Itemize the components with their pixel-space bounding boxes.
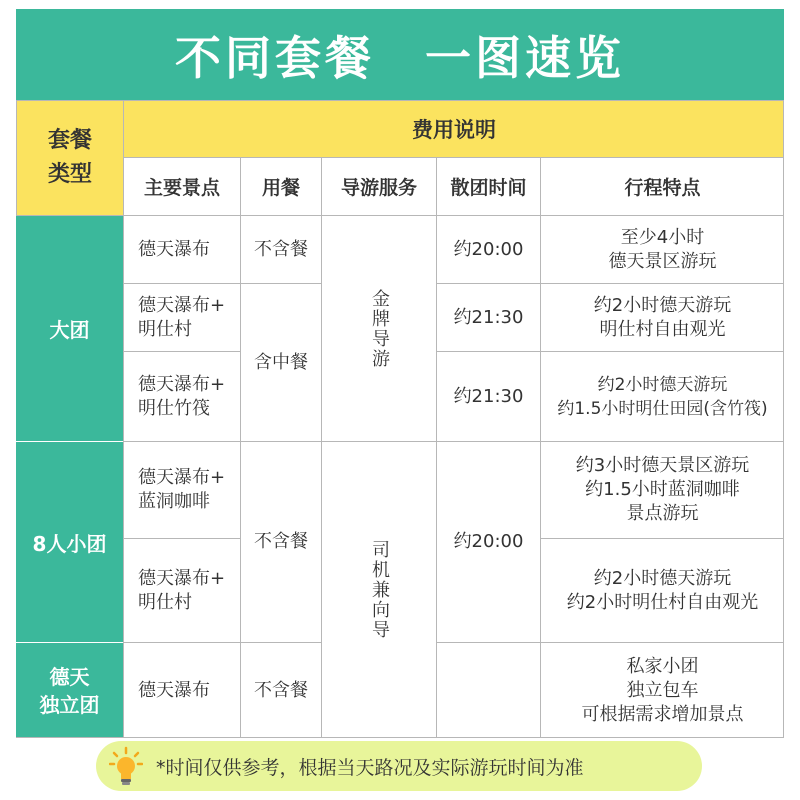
meal-small-group: 不含餐 <box>240 441 321 642</box>
row6-feature: 私家小团 独立包车 可根据需求增加景点 <box>540 642 784 738</box>
row1-end-time: 约20:00 <box>436 215 540 283</box>
fee-description-header: 费用说明 <box>123 100 784 157</box>
col-header-meal: 用餐 <box>240 157 321 215</box>
group-big: 大团 <box>16 215 123 441</box>
row1-meal: 不含餐 <box>240 215 321 283</box>
table-bottom-border <box>16 737 784 738</box>
col-header-feature: 行程特点 <box>540 157 784 215</box>
row2-end-time: 约21:30 <box>436 283 540 351</box>
row3-spots: 德天瀑布+ 明仕竹筏 <box>123 351 240 441</box>
row2-spots: 德天瀑布+ 明仕村 <box>123 283 240 351</box>
group-small: 8人小团 <box>16 441 123 642</box>
row3-end-time: 约21:30 <box>436 351 540 441</box>
end-time-small-group: 约20:00 <box>436 441 540 642</box>
package-type-header <box>16 100 123 215</box>
meal-big-group: 含中餐 <box>240 283 321 441</box>
row6-meal: 不含餐 <box>240 642 321 738</box>
col-header-guide: 导游服务 <box>321 157 436 215</box>
row4-feature: 约3小时德天景区游玩 约1.5小时蓝洞咖啡 景点游玩 <box>540 441 784 538</box>
footnote <box>96 741 702 791</box>
row5-feature: 约2小时德天游玩 约2小时明仕村自由观光 <box>540 538 784 642</box>
package-type-label: 套餐 类型 <box>47 128 92 187</box>
col-header-spots: 主要景点 <box>123 157 240 215</box>
guide-driver-label: 司机兼向导 <box>369 540 390 640</box>
group-private-label: 德天 独立团 <box>39 664 100 717</box>
guide-gold-label: 金牌导游 <box>369 288 390 369</box>
table-right-border <box>783 100 784 738</box>
row3-feature: 约2小时德天游玩 约1.5小时明仕田园(含竹筏) <box>540 351 784 441</box>
row1-spots: 德天瀑布 <box>123 215 240 283</box>
col-header-end-time: 散团时间 <box>436 157 540 215</box>
row5-spots: 德天瀑布+ 明仕村 <box>123 538 240 642</box>
row6-end-time-empty <box>436 642 540 738</box>
row2-feature: 约2小时德天游玩 明仕村自由观光 <box>540 283 784 351</box>
group-private <box>16 642 123 738</box>
row1-feature: 至少4小时 德天景区游玩 <box>540 215 784 283</box>
guide-gold <box>321 215 436 441</box>
footnote-text: *时间仅供参考，根据当天路况及实际游玩时间为准 <box>156 756 584 779</box>
page-title: 不同套餐 一图速览 <box>16 9 784 100</box>
row4-spots: 德天瀑布+ 蓝洞咖啡 <box>123 441 240 538</box>
lightbulb-icon <box>96 741 156 791</box>
guide-driver <box>321 441 436 738</box>
row6-spots: 德天瀑布 <box>123 642 240 738</box>
